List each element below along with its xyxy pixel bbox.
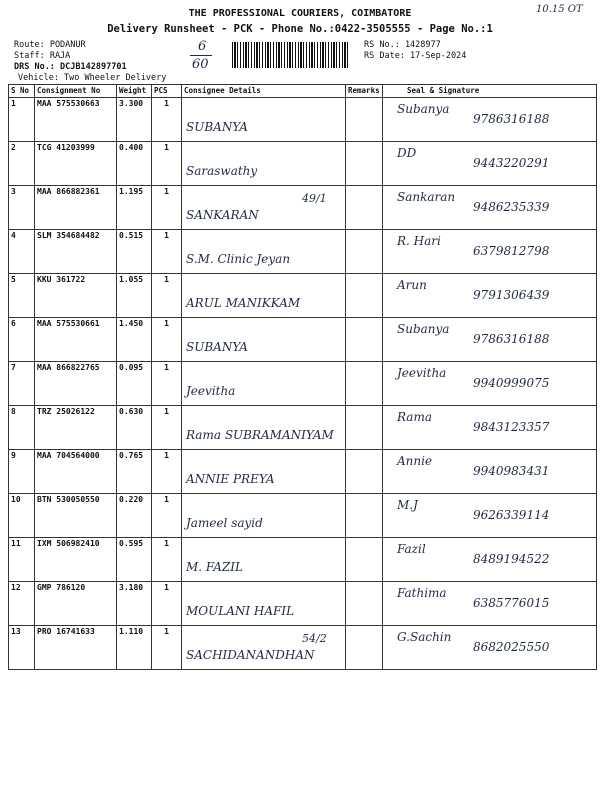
row-pcs: 1: [152, 274, 182, 318]
table-body: [9, 98, 597, 670]
row-consignee-cell: [182, 318, 346, 362]
row-weight: 0.095: [117, 362, 152, 406]
route-label: Route: PODANUR: [14, 40, 86, 50]
phone-handwriting: 9486235339: [473, 200, 550, 214]
phone-handwriting: 9626339114: [473, 508, 550, 522]
row-weight: 1.195: [117, 186, 152, 230]
row-weight: 1.055: [117, 274, 152, 318]
row-remarks: [346, 142, 383, 186]
row-remarks: [346, 186, 383, 230]
row-consignee-cell: [182, 406, 346, 450]
barcode: [232, 42, 350, 68]
consignee-handwriting: Jameel sayid: [186, 516, 263, 530]
col-weight: Weight: [117, 85, 152, 98]
consignee-handwriting: MOULANI HAFIL: [186, 604, 295, 618]
row-pcs: 1: [152, 362, 182, 406]
consignee-handwriting: M. FAZIL: [186, 560, 243, 574]
signature-handwriting: M.J: [397, 498, 418, 512]
row-remarks: [346, 230, 383, 274]
phone-handwriting: 8682025550: [473, 640, 550, 654]
row-pcs: 1: [152, 186, 182, 230]
row-sno: 3: [9, 186, 35, 230]
table-row: [9, 142, 597, 186]
consignee-handwriting: SACHIDANANDHAN: [186, 648, 315, 662]
row-pcs: 1: [152, 538, 182, 582]
row-consignment: SLM 354684482: [35, 230, 117, 274]
table-row: [9, 318, 597, 362]
phone-handwriting: 9791306439: [473, 288, 550, 302]
table-row: [9, 230, 597, 274]
row-weight: 3.300: [117, 98, 152, 142]
row-pcs: 1: [152, 230, 182, 274]
row-consignment: IXM 506982410: [35, 538, 117, 582]
row-remarks: [346, 318, 383, 362]
row-signature-cell: [383, 450, 597, 494]
row-sno: 2: [9, 142, 35, 186]
signature-handwriting: G.Sachin: [397, 630, 452, 644]
table-row: [9, 450, 597, 494]
row-sno: 12: [9, 582, 35, 626]
row-pcs: 1: [152, 582, 182, 626]
phone-handwriting: 6379812798: [473, 244, 550, 258]
table-header-row: [9, 85, 597, 98]
row-pcs: 1: [152, 626, 182, 670]
col-consignment: Consignment No: [35, 85, 117, 98]
row-weight: 3.180: [117, 582, 152, 626]
phone-handwriting: 9443220291: [473, 156, 550, 170]
table-row: [9, 406, 597, 450]
row-signature-cell: [383, 274, 597, 318]
row-remarks: [346, 494, 383, 538]
phone-handwriting: 9786316188: [473, 332, 550, 346]
consignee-note: 49/1: [302, 192, 327, 205]
row-pcs: 1: [152, 318, 182, 362]
row-sno: 9: [9, 450, 35, 494]
row-consignee-cell: [182, 362, 346, 406]
consignee-handwriting: ANNIE PREYA: [186, 472, 275, 486]
row-signature-cell: [383, 582, 597, 626]
table-row: [9, 538, 597, 582]
corner-note: 10.15 OT: [536, 4, 583, 15]
row-signature-cell: [383, 494, 597, 538]
row-consignment: MAA 866822765: [35, 362, 117, 406]
signature-handwriting: Rama: [397, 410, 432, 424]
row-remarks: [346, 582, 383, 626]
row-sno: 10: [9, 494, 35, 538]
row-signature-cell: [383, 186, 597, 230]
signature-handwriting: Fazil: [397, 542, 426, 556]
phone-handwriting: 6385776015: [473, 596, 550, 610]
signature-handwriting: DD: [397, 146, 417, 160]
row-remarks: [346, 406, 383, 450]
signature-handwriting: Fathima: [397, 586, 447, 600]
table-row: [9, 582, 597, 626]
table-row: [9, 626, 597, 670]
phone-handwriting: 9843123357: [473, 420, 550, 434]
signature-handwriting: Subanya: [397, 322, 450, 336]
signature-handwriting: Subanya: [397, 102, 450, 116]
row-consignee-cell: [182, 274, 346, 318]
row-weight: 0.515: [117, 230, 152, 274]
col-signature: Seal & Signature: [383, 85, 597, 98]
row-pcs: 1: [152, 406, 182, 450]
row-consignee-cell: [182, 98, 346, 142]
row-weight: 1.110: [117, 626, 152, 670]
signature-handwriting: Sankaran: [397, 190, 456, 204]
vehicle-label: Vehicle: Two Wheeler Delivery: [18, 73, 167, 83]
count-bottom: 60: [192, 57, 209, 72]
row-consignment: BTN 530050550: [35, 494, 117, 538]
runsheet-table: [8, 84, 597, 670]
consignee-handwriting: S.M. Clinic Jeyan: [186, 252, 291, 266]
row-sno: 13: [9, 626, 35, 670]
table-row: [9, 362, 597, 406]
consignee-handwriting: SUBANYA: [186, 120, 248, 134]
row-weight: 1.450: [117, 318, 152, 362]
table-row: [9, 186, 597, 230]
row-consignee-cell: [182, 626, 346, 670]
row-sno: 7: [9, 362, 35, 406]
col-remarks: Remarks: [346, 85, 383, 98]
row-consignee-cell: [182, 142, 346, 186]
phone-handwriting: 8489194522: [473, 552, 550, 566]
row-signature-cell: [383, 318, 597, 362]
row-sno: 4: [9, 230, 35, 274]
row-signature-cell: [383, 538, 597, 582]
phone-handwriting: 9940999075: [473, 376, 550, 390]
row-remarks: [346, 274, 383, 318]
row-pcs: 1: [152, 450, 182, 494]
row-sno: 6: [9, 318, 35, 362]
row-signature-cell: [383, 626, 597, 670]
staff-label: Staff: RAJA: [14, 51, 71, 61]
row-signature-cell: [383, 98, 597, 142]
signature-handwriting: Jeevitha: [397, 366, 447, 380]
table-row: [9, 494, 597, 538]
consignee-handwriting: Rama SUBRAMANIYAM: [186, 428, 334, 442]
runsheet-subtitle: Delivery Runsheet - PCK - Phone No.:0422-3505555 - Page No.:1: [107, 23, 493, 35]
row-signature-cell: [383, 142, 597, 186]
row-weight: 0.220: [117, 494, 152, 538]
row-pcs: 1: [152, 98, 182, 142]
company-title: THE PROFESSIONAL COURIERS, COIMBATORE: [188, 8, 412, 19]
row-consignee-cell: [182, 494, 346, 538]
row-pcs: 1: [152, 494, 182, 538]
col-sno: S No: [9, 85, 35, 98]
row-remarks: [346, 362, 383, 406]
row-consignee-cell: [182, 582, 346, 626]
row-consignment: MAA 575530661: [35, 318, 117, 362]
row-pcs: 1: [152, 142, 182, 186]
row-consignment: MAA 575530663: [35, 98, 117, 142]
consignee-handwriting: ARUL MANIKKAM: [186, 296, 301, 310]
col-consignee: Consignee Details: [182, 85, 346, 98]
row-consignment: GMP 786120: [35, 582, 117, 626]
consignee-note: 54/2: [302, 632, 327, 645]
row-consignee-cell: [182, 230, 346, 274]
row-consignment: TCG 41203999: [35, 142, 117, 186]
row-signature-cell: [383, 406, 597, 450]
row-weight: 0.595: [117, 538, 152, 582]
table-row: [9, 274, 597, 318]
row-remarks: [346, 98, 383, 142]
phone-handwriting: 9786316188: [473, 112, 550, 126]
phone-handwriting: 9940983431: [473, 464, 550, 478]
rs-date: RS Date: 17-Sep-2024: [364, 51, 467, 61]
row-consignment: KKU 361722: [35, 274, 117, 318]
row-weight: 0.630: [117, 406, 152, 450]
row-remarks: [346, 538, 383, 582]
row-consignment: MAA 866882361: [35, 186, 117, 230]
row-remarks: [346, 626, 383, 670]
signature-handwriting: Arun: [397, 278, 427, 292]
row-weight: 0.765: [117, 450, 152, 494]
row-consignment: MAA 704564000: [35, 450, 117, 494]
row-consignee-cell: [182, 186, 346, 230]
drs-label: DRS No.: DCJB142897701: [14, 62, 127, 72]
row-remarks: [346, 450, 383, 494]
consignee-handwriting: Jeevitha: [186, 384, 236, 398]
consignee-handwriting: SANKARAN: [186, 208, 259, 222]
col-pcs: PCS: [152, 85, 182, 98]
consignee-handwriting: SUBANYA: [186, 340, 248, 354]
row-consignment: PRO 16741633: [35, 626, 117, 670]
row-consignee-cell: [182, 538, 346, 582]
count-top: 6: [198, 39, 207, 54]
signature-handwriting: R. Hari: [397, 234, 441, 248]
row-consignment: TRZ 25026122: [35, 406, 117, 450]
signature-handwriting: Annie: [397, 454, 433, 468]
row-signature-cell: [383, 230, 597, 274]
row-sno: 8: [9, 406, 35, 450]
row-consignee-cell: [182, 450, 346, 494]
row-sno: 5: [9, 274, 35, 318]
table-row: [9, 98, 597, 142]
row-sno: 1: [9, 98, 35, 142]
row-signature-cell: [383, 362, 597, 406]
row-weight: 0.400: [117, 142, 152, 186]
consignee-handwriting: Saraswathy: [186, 164, 258, 178]
count-divider: [190, 55, 212, 56]
rs-number: RS No.: 1428977: [364, 40, 441, 50]
row-sno: 11: [9, 538, 35, 582]
